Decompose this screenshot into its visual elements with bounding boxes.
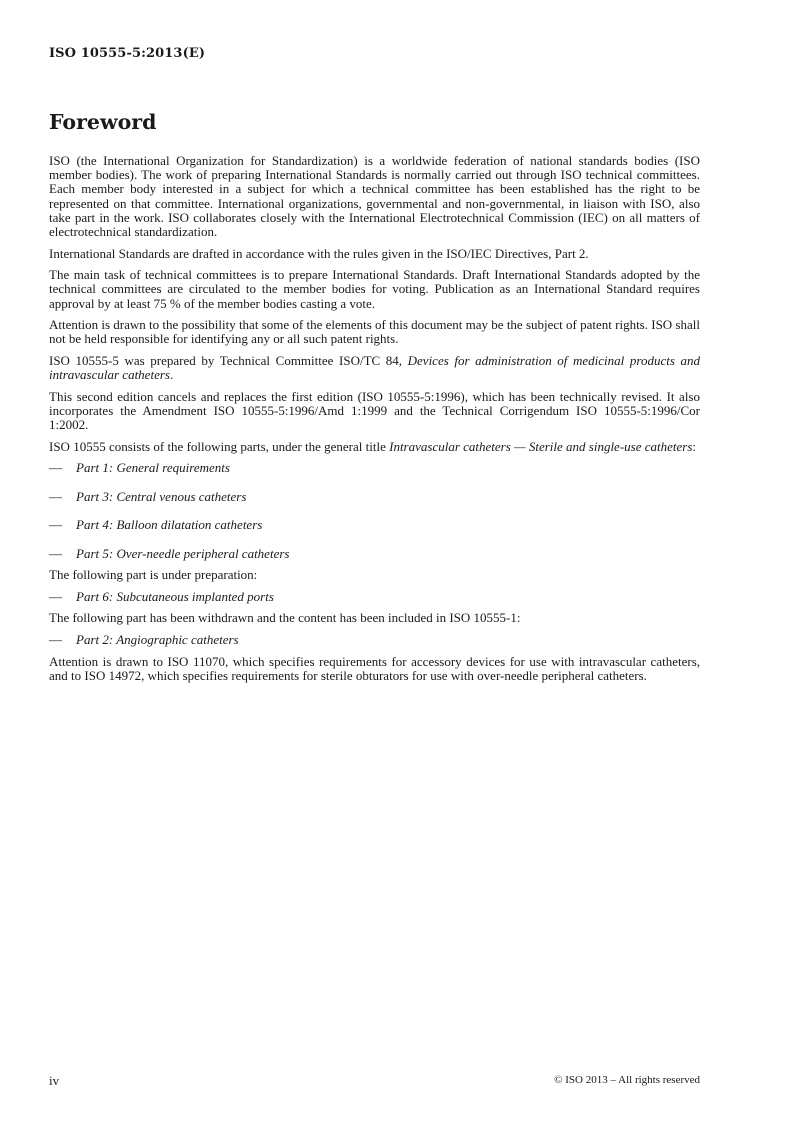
paragraph-prepared-by: [49, 354, 700, 382]
list-item-text: Part 2: Angiographic catheters: [76, 631, 239, 647]
list-item: [49, 518, 700, 532]
prepared-by-end: .: [169, 367, 174, 383]
page-title: Foreword: [49, 110, 157, 134]
list-dash: —: [49, 631, 62, 647]
paragraph-directives: International Standards are drafted in accordance with the rules given in the ISO/IEC Directives, Part 2.: [49, 245, 589, 261]
list-dash: —: [49, 460, 62, 476]
foreword-body: [49, 154, 700, 690]
paragraph-related-standards: Attention is drawn to ISO 11070, which specifies requirements for accessory devices for use with intravascular catheters, and to ISO 14972, which specifies requirements for sterile obturators for use with over-needle peripheral catheters.: [49, 653, 700, 683]
paragraph-committees-task: The main task of technical committees is to prepare International Standards. Draft International Standards adopted by the technical committees are circulated to the member bodies for voting. Publication as an International Standard requires approval by at least 75 % of the member bodies casting a vote.: [49, 267, 700, 311]
list-item: [49, 590, 700, 604]
list-item: [49, 547, 700, 561]
list-dash: —: [49, 588, 62, 604]
list-item-text: Part 4: Balloon dilatation catheters: [76, 517, 263, 533]
list-dash: —: [49, 488, 62, 504]
list-dash: —: [49, 545, 62, 561]
paragraph-iso-intro: ISO (the International Organization for Standardization) is a worldwide federation of national standards bodies (ISO member bodies). The work of preparing International Standards is normally carried out through ISO technical committees. Each member body interested in a subject for which a technical committee has been established has the right to be represented on that committee. International organizations, governmental and non-governmental, in liaison with ISO, also take part in the work. ISO collaborates closely with the International Electrotechnical Commission (IEC) on all matters of electrotechnical standardization.: [49, 153, 700, 240]
prepared-by-text: ISO 10555-5 was prepared by Technical Committee ISO/TC 84,: [49, 353, 408, 368]
list-item-text: Part 3: Central venous catheters: [76, 488, 247, 504]
paragraph-edition: This second edition cancels and replaces the first edition (ISO 10555-5:1996), which has been technically revised. It also incorporates the Amendment ISO 10555-5:1996/Amd 1:1999 and the Technical Corrigendum ISO 10555-5:1996/Cor 1:2002.: [49, 388, 700, 433]
list-item-text: Part 5: Over-needle peripheral catheters: [76, 545, 290, 561]
list-item: [49, 490, 700, 504]
parts-intro-end: :: [692, 438, 697, 454]
paragraph-under-preparation: The following part is under preparation:: [49, 567, 258, 583]
list-item: [49, 461, 700, 475]
list-item-text: Part 6: Subcutaneous implanted ports: [76, 588, 274, 604]
paragraph-withdrawn: The following part has been withdrawn and the content has been included in ISO 10555-1:: [49, 610, 521, 626]
page-number: iv: [49, 1073, 60, 1088]
paragraph-parts-intro: [49, 440, 700, 454]
parts-intro-text: ISO 10555 consists of the following parts, under the general title: [49, 438, 390, 454]
copyright-notice: © ISO 2013 – All rights reserved: [554, 1074, 700, 1086]
paragraph-patent-rights: Attention is drawn to the possibility that some of the elements of this document may be the subject of patent rights. ISO shall not be held responsible for identifying any or all such patent rights.: [49, 317, 700, 347]
document-id-header: ISO 10555-5:2013(E): [49, 46, 206, 61]
general-title: Intravascular catheters — Sterile and single-use catheters: [389, 438, 693, 454]
list-item: [49, 633, 700, 647]
list-dash: —: [49, 517, 62, 533]
committee-title: Devices for administration of medicinal products and intravascular catheters: [49, 353, 700, 383]
list-item-text: Part 1: General requirements: [76, 460, 230, 476]
